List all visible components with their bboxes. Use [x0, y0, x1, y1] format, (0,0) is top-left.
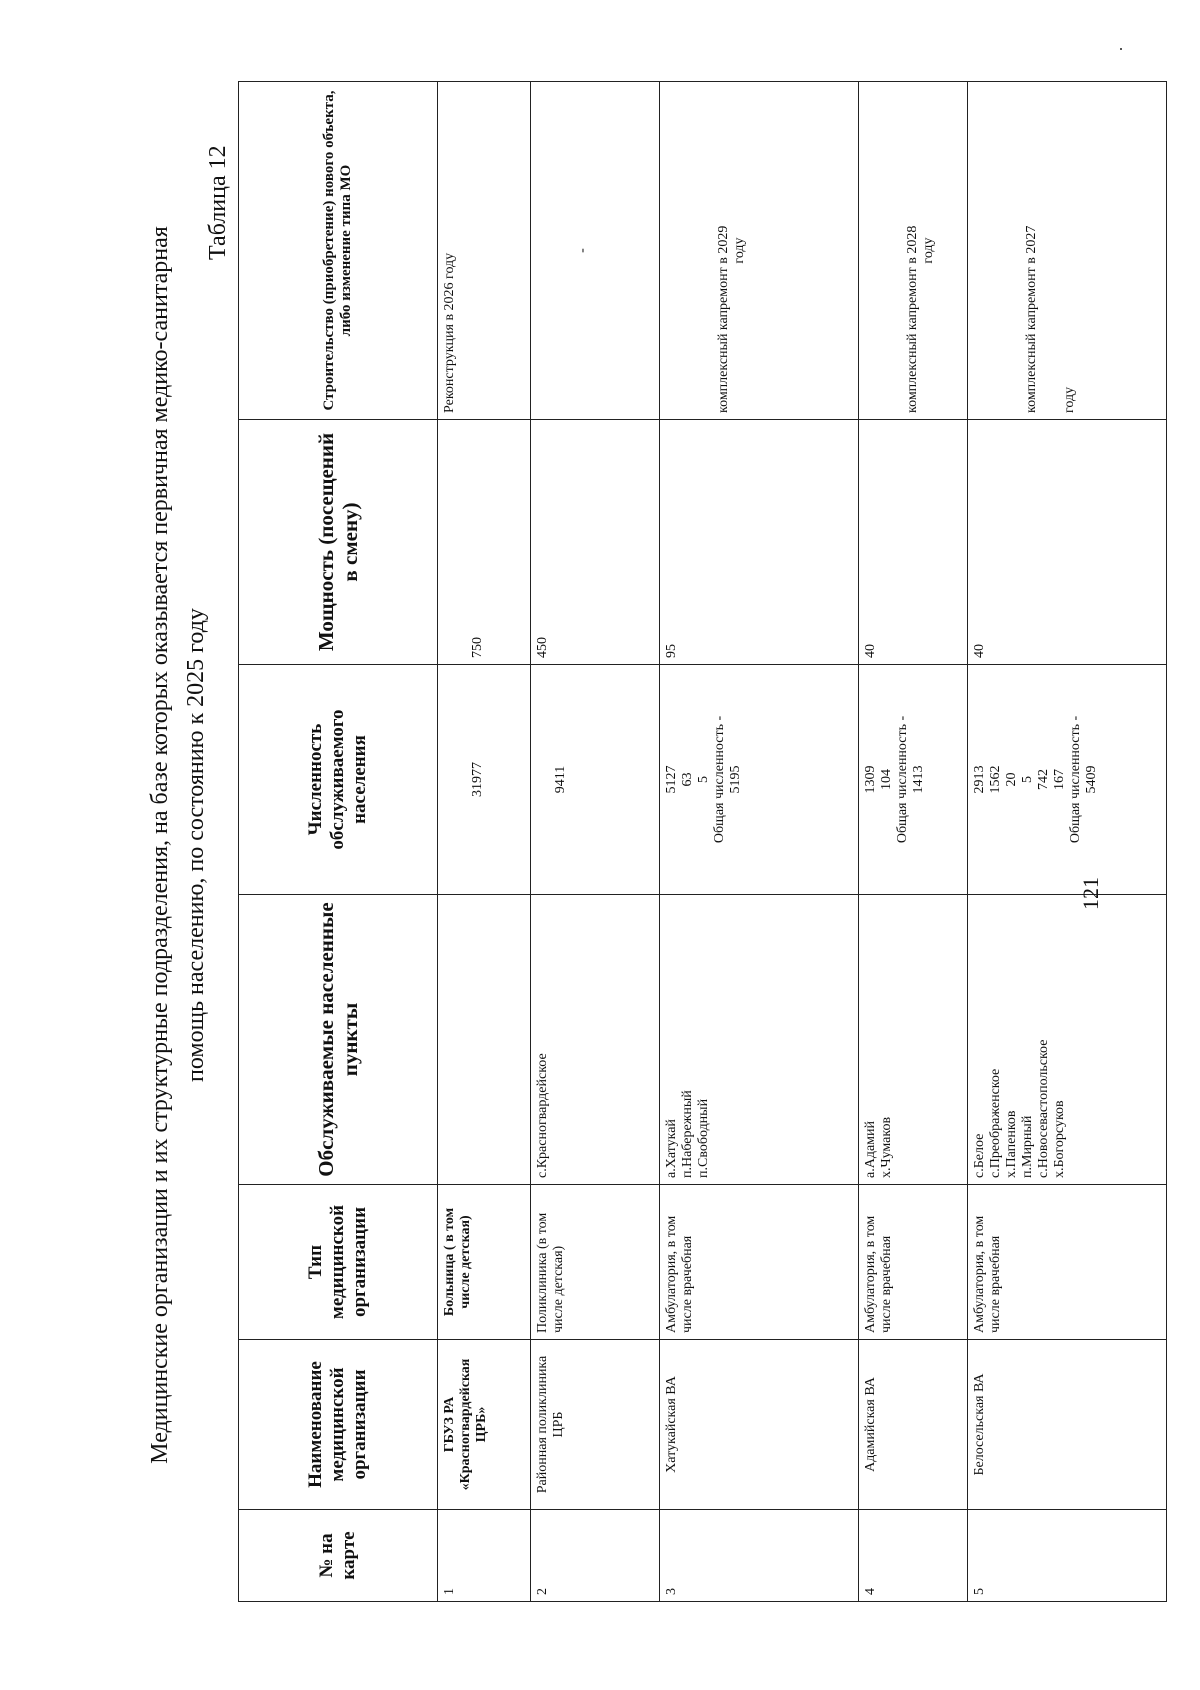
cell-construction: [660, 82, 859, 420]
cell-map-number: 2: [531, 1510, 660, 1602]
header-population: Численность обслуживаемого населения: [239, 665, 438, 895]
construction-text-cont: году: [921, 237, 936, 264]
cell-org-type: Поликлиника (в том числе детская): [531, 1185, 660, 1340]
cell-capacity: 95: [660, 420, 859, 665]
cell-population: 5127 63 5 Общая численность - 5195: [660, 665, 859, 895]
cell-org-name: Хатукайская ВА: [660, 1340, 859, 1510]
table-row: [968, 82, 1167, 1602]
cell-org-type: Больница ( в том числе детская): [438, 1185, 531, 1340]
cell-construction: [968, 82, 1167, 420]
population-value: 9411: [553, 765, 568, 794]
cell-settlements: а.Хатукай п.Набережный п.Свободный: [660, 895, 859, 1185]
cell-org-name: Районная поликлиника ЦРБ: [531, 1340, 660, 1510]
table-row: [438, 82, 531, 1602]
cell-construction: [531, 82, 660, 420]
header-map-number: № на карте: [239, 1510, 438, 1602]
cell-settlements: с.Красногвардейское: [531, 895, 660, 1185]
cell-population: [531, 665, 660, 895]
header-construction: Строительство (приобретение) нового объекта, либо изменение типа МО: [239, 82, 438, 420]
cell-map-number: 3: [660, 1510, 859, 1602]
cell-construction: [859, 82, 968, 420]
construction-text: -: [575, 248, 590, 253]
construction-text: Реконструкция в 2026 году: [442, 252, 457, 413]
cell-capacity: 40: [859, 420, 968, 665]
cell-org-name: Белосельская ВА: [968, 1340, 1167, 1510]
construction-text: комплексный капремонт в 2027: [1024, 225, 1039, 413]
construction-text-cont: году: [1062, 386, 1077, 413]
page-number: 121: [1078, 877, 1103, 910]
cell-map-number: 5: [968, 1510, 1167, 1602]
cell-org-name: Адамийская ВА: [859, 1340, 968, 1510]
table-label: Таблица 12: [205, 145, 231, 260]
capacity-value: 750: [470, 637, 485, 658]
header-settlements: Обслуживаемые населенные пункты: [239, 895, 438, 1185]
construction-text: комплексный капремонт в 2029: [716, 225, 731, 413]
cell-capacity: 40: [968, 420, 1167, 665]
cell-org-type: Амбулатория, в том числе врачебная: [660, 1185, 859, 1340]
cell-population: 2913 1562 20 5 742 167 Общая численность - 5409: [968, 665, 1167, 895]
cell-settlements: [438, 895, 531, 1185]
cell-map-number: 4: [859, 1510, 968, 1602]
heading-line-1: Медицинские организации и их структурные подразделения, на базе которых оказывается первичная медико-санитарная: [147, 226, 173, 1464]
table-row: [859, 82, 968, 1602]
medical-organizations-table: [238, 81, 1167, 1602]
cell-org-type: Амбулатория, в том числе врачебная: [859, 1185, 968, 1340]
population-value: 31977: [470, 762, 485, 797]
cell-capacity: [438, 420, 531, 665]
cell-population: [438, 665, 531, 895]
document-heading: [142, 90, 214, 1600]
table-row: [531, 82, 660, 1602]
cell-construction: [438, 82, 531, 420]
cell-settlements: с.Белое с.Преображенское х.Папенков п.Мирный с.Новосевастопольское х.Богорсуков: [968, 895, 1167, 1185]
cell-org-type: Амбулатория, в том числе врачебная: [968, 1185, 1167, 1340]
cell-settlements: а.Адамий х.Чумаков: [859, 895, 968, 1185]
cell-map-number: 1: [438, 1510, 531, 1602]
table-row: [660, 82, 859, 1602]
cell-org-name: ГБУЗ РА «Красногвардейская ЦРБ»: [438, 1340, 531, 1510]
header-capacity: Мощность (посещений в смену): [239, 420, 438, 665]
scan-speck: [1120, 48, 1122, 50]
construction-text-cont: году: [732, 237, 747, 264]
cell-capacity: 450: [531, 420, 660, 665]
construction-text: комплексный капремонт в 2028: [905, 225, 920, 413]
header-org-name: Наименование медицинской организации: [239, 1340, 438, 1510]
heading-line-2: помощь населению, по состоянию к 2025 году: [183, 608, 209, 1082]
header-org-type: Тип медицинской организации: [239, 1185, 438, 1340]
cell-population: 1309 104 Общая численность - 1413: [859, 665, 968, 895]
table-header-row: [239, 82, 438, 1602]
